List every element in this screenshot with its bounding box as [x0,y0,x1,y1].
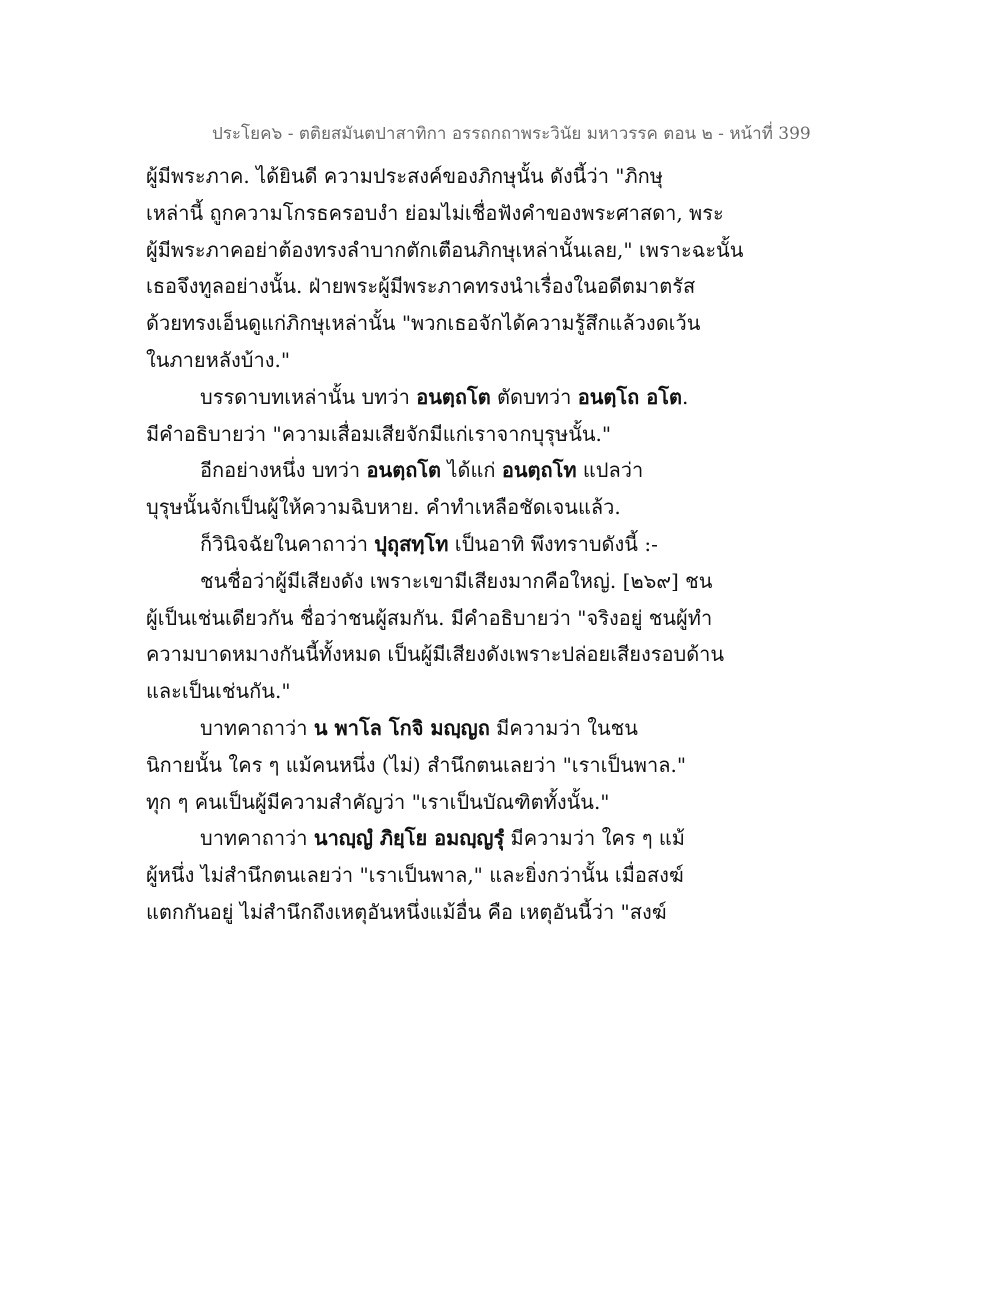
text-line: ผู้เป็นเช่นเดียวกัน ชื่อว่าชนผู้สมกัน. มีคำอธิบายว่า "จริงอยู่ ชนผู้ทำ [146,605,713,630]
text-line: ชนชื่อว่าผู้มีเสียงดัง เพราะเขามีเสียงมากคือใหญ่. [๒๖๙] ชน [200,568,713,593]
text-segment: ได้แก่ [441,458,502,483]
text-segment: ตัดบทว่า [490,384,578,409]
text-line: ทุก ๆ คนเป็นผู้มีความสำคัญว่า "เราเป็นบัณฑิตทั้งนั้น." [146,789,610,814]
text-line: ผู้มีพระภาค. ได้ยินดี ความประสงค์ของภิกษุนั้น ดังนี้ว่า "ภิกษุ [146,164,663,188]
text-line: แตกกันอยู่ ไม่สำนึกถึงเหตุอันหนึ่งแม้อื่น คือ เหตุอันนี้ว่า "สงฆ์ [146,899,667,924]
pali-term: น พาโล โกจิ มญฺญถ [313,715,490,740]
text-line: บุรุษนั้นจักเป็นผู้ให้ความฉิบหาย. คำทำเหลือชัดเจนแล้ว. [146,495,621,520]
text-line [146,526,706,563]
pali-term: อนตฺโถ อโต [577,384,682,409]
text-segment: บาทคาถาว่า [200,826,314,851]
pali-term: อนตฺถโท [501,458,577,483]
text-line: ด้วยทรงเอ็นดูแก่ภิกษุเหล่านั้น "พวกเธอจักได้ความรู้สึกแล้วงดเว้น [146,311,701,336]
text-segment: มีความว่า ในชน [489,715,638,740]
text-segment: เป็นอาทิ พึงทราบดังนี้ :- [448,531,658,556]
body-text [146,158,744,931]
text-segment: ก็วินิจฉัยในคาถาว่า [200,531,375,556]
text-line: ผู้หนึ่ง ไม่สำนึกตนเลยว่า "เราเป็นพาล," และยิ่งกว่านั้น เมื่อสงฆ์ [146,863,684,888]
pali-term: อนตฺถโต [416,384,491,409]
text-segment: อีกอย่างหนึ่ง บทว่า [200,458,367,483]
text-segment: แปลว่า [576,458,644,483]
text-line [146,379,706,416]
text-segment: บรรดาบทเหล่านั้น บทว่า [200,384,417,409]
text-line [146,452,706,489]
text-line [146,820,706,857]
text-segment: . [681,384,689,409]
text-line: และเป็นเช่นกัน." [146,679,291,704]
text-segment: บาทคาถาว่า [200,715,314,740]
text-segment: มีความว่า ใคร ๆ แม้ [504,826,685,851]
running-header: ประโยค๖ - ตติยสมันตปาสาทิกา อรรถกถาพระวินัย มหาวรรค ตอน ๒ - หน้าที่ 399 [212,124,811,144]
pali-term: ปุถุสทฺโท [374,531,449,556]
text-line: เธอจึงทูลอย่างนั้น. ฝ่ายพระผู้มีพระภาคทรงนำเรื่องในอดีตมาตรัส [146,274,696,299]
text-line: ในภายหลังบ้าง." [146,347,291,372]
text-line: ผู้มีพระภาคอย่าต้องทรงลำบากตักเตือนภิกษุเหล่านั้นเลย," เพราะฉะนั้น [146,237,744,262]
text-line [146,710,706,747]
pali-term: นาญฺญํ ภิยฺโย อมญฺญรุํ [313,826,505,851]
text-line: มีคำอธิบายว่า "ความเสื่อมเสียจักมีแก่เราจากบุรุษนั้น." [146,421,612,446]
pali-term: อนตฺถโต [366,458,442,483]
text-line: ความบาดหมางกันนี้ทั้งหมด เป็นผู้มีเสียงดังเพราะปล่อยเสียงรอบด้าน [146,642,725,667]
text-line: นิกายนั้น ใคร ๆ แม้คนหนึ่ง (ไม่) สำนึกตนเลยว่า "เราเป็นพาล." [146,752,687,777]
text-line: เหล่านี้ ถูกความโกรธครอบงำ ย่อมไม่เชื่อฟังคำของพระศาสดา, พระ [146,200,724,225]
